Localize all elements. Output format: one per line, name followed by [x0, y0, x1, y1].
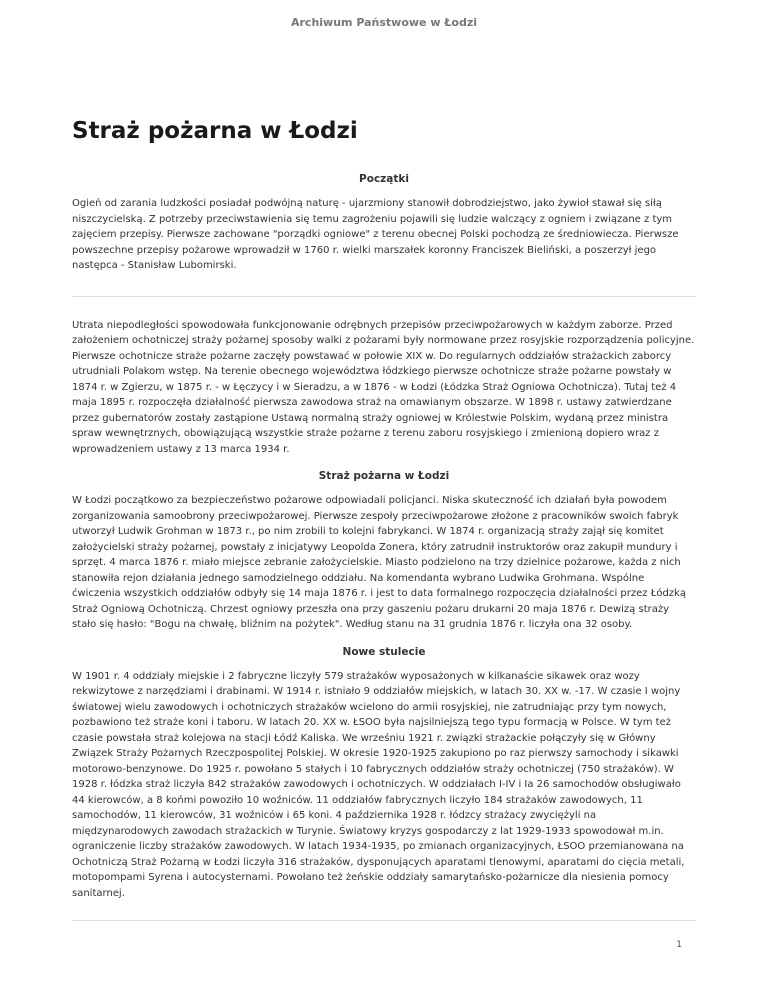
page-title: Straż pożarna w Łodzi — [72, 118, 358, 144]
paragraph-poczatki-2: Utrata niepodległości spowodowała funkcjonowanie odrębnych przepisów przeciwpożarowych w każdym zaborze. Przed założeniem ochotniczej straży pożarnej sposoby walki z pożarami były normowane przez rosyjskie rozporządzenia policyjne. Pierwsze ochotnicze straże pożarne zaczęły powstawać w połowie XIX w. Do regularnych oddziałów strażackich zaborcy utrudniali Polakom wstęp. Na terenie obecnego województwa łódzkiego pierwsze ochotnicze straże pożarne powstały w 1874 r. w Zgierzu, w 1875 r. - w Łęczycy i w Sieradzu, a w 1876 - w Łodzi (Łódzka Straż Ogniowa Ochotnicza). Tutaj też 4 maja 1895 r. rozpoczęła działalność pierwsza zawodowa straż na omawianym obszarze. W 1898 r. ustawy zatwierdzane przez gubernatorów zostały zastąpione Ustawą normalną straży ogniowej w Królestwie Polskim, wydaną przez ministra spraw wewnętrznych, obowiązującą wszystkie straże pożarne z terenu zaboru rosyjskiego i zmienioną dopiero wraz z wprowadzeniem ustawy z 13 marca 1934 r. — [72, 319, 695, 455]
archive-header: Archiwum Państwowe w Łodzi — [290, 16, 477, 29]
paragraph-poczatki-1: Ogień od zarania ludzkości posiadał podwójną naturę - ujarzmiony stanowił dobrodziejstwo, jako żywioł stawał się siłą niszczycielską. Z potrzeby przeciwstawienia się temu zagrożeniu pojawili się ludzie walczący z ogniem i związane z tym zajęciem przepisy. Pierwsze zachowane "porządki ogniowe" z terenu obecnej Polski pochodzą ze średniowiecza. Pierwsze powszechne przepisy pożarowe wprowadził w 1760 r. wielki marszałek koronny Franciszek Bieliński, a poszerzył jego następca - Stanisław Lubomirski. — [72, 198, 679, 271]
section-heading-poczatki: Początki — [359, 173, 409, 185]
section-heading-straz-pozarna: Straż pożarna w Łodzi — [318, 470, 450, 482]
document-body — [72, 172, 696, 901]
paragraph-nowe-stulecie-1: W 1901 r. 4 oddziały miejskie i 2 fabryczne liczyły 579 strażaków wyposażonych w kilkanaście sikawek oraz wozy rekwizytowe z narzędziami i drabinami. W 1914 r. istniało 9 oddziałów miejskich, w latach 30. XX w. -17. W czasie I wojny światowej wielu zawodowych i ochotniczych strażaków wcielono do armii rosyjskiej, nie zatrudniając przy tym nowych, pozbawiono też straże koni i taboru. W latach 20. XX w. ŁSOO była najsilniejszą tego typu formacją w Polsce. W tym też czasie powstała straż kolejowa na stacji Łódź Kaliska. We wrześniu 1921 r. związki strażackie połączyły się w Główny Związek Straży Pożarnych Rzeczpospolitej Polskiej. W okresie 1920-1925 zakupiono po raz pierwszy samochody i sikawki motorowo-benzynowe. Do 1925 r. powołano 5 stałych i 10 fabrycznych oddziałów straży ochotniczej (750 strażaków). W 1928 r. łódzka straż liczyła 842 strażaków zawodowych i ochotniczych. W oddziałach I-IV i Ia 26 samochodów obsługiwało 44 kierowców, a 8 końmi powoziło 10 woźniców. 11 oddziałów fabrycznych liczyło 184 strażaków zawodowych, 11 samochodów, 11 kierowców, 31 woźniców i 65 koni. 4 października 1928 r. łódzcy strażacy zwyciężyli na międzynarodowych zawodach strażackich w Turynie. Światowy kryzys gospodarczy z lat 1929-1933 spowodował m.in. ograniczenie liczby strażaków zawodowych. W latach 1934-1935, po zmianach organizacyjnych, ŁSOO przemianowana na Ochotniczą Straż Pożarną w Łodzi liczyła 316 strażaków, dysponujących aparatami tlenowymi, aparatami do cięcia metali, motopompami Syrena i autocysternami. Powołano też żeńskie oddziały samarytańsko-pożarnicze dla niesienia pomocy sanitarnej. — [72, 670, 685, 899]
paragraph-straz-pozarna-1: W Łodzi początkowo za bezpieczeństwo pożarowe odpowiadali policjanci. Niska skuteczność ich działań była powodem zorganizowania samoobrony przeciwpożarowej. Pierwsze zespoły przeciwpożarowe złożone z pracowników swoich fabryk utworzył Ludwik Grohman w 1873 r., po nim zrobili to kolejni fabrykanci. W 1874 r. organizacją straży zajął się komitet założycielski straży pożarnej, powstały z inicjatywy Leopolda Zonera, który zatrudnił instruktorów oraz zakupił mundury i sprzęt. 4 marca 1876 r. miało miejsce zebranie założycielskie. Miasto podzielono na trzy dzielnice pożarowe, każda z nich stanowiła rejon działania jednego samodzielnego oddziału. Na komendanta wybrano Ludwika Grohmana. Wspólne ćwiczenia wszystkich oddziałów odbyły się 14 maja 1876 r. i jest to data formalnego rozpoczęcia działalności przez Łódzką Straż Ogniową Ochotniczą. Chrzest ogniowy przeszła ona przy gaszeniu pożaru drukarni 20 maja 1876 r. Dewizą straży stało się hasło: "Bogu na chwałę, bliźnim na pożytek". Według stanu na 31 grudnia 1876 r. liczyła ona 32 osoby. — [72, 495, 686, 630]
page-number: 1 — [676, 940, 682, 950]
section-heading-nowe-stulecie: Nowe stulecie — [342, 645, 426, 658]
footer-divider — [72, 920, 696, 921]
